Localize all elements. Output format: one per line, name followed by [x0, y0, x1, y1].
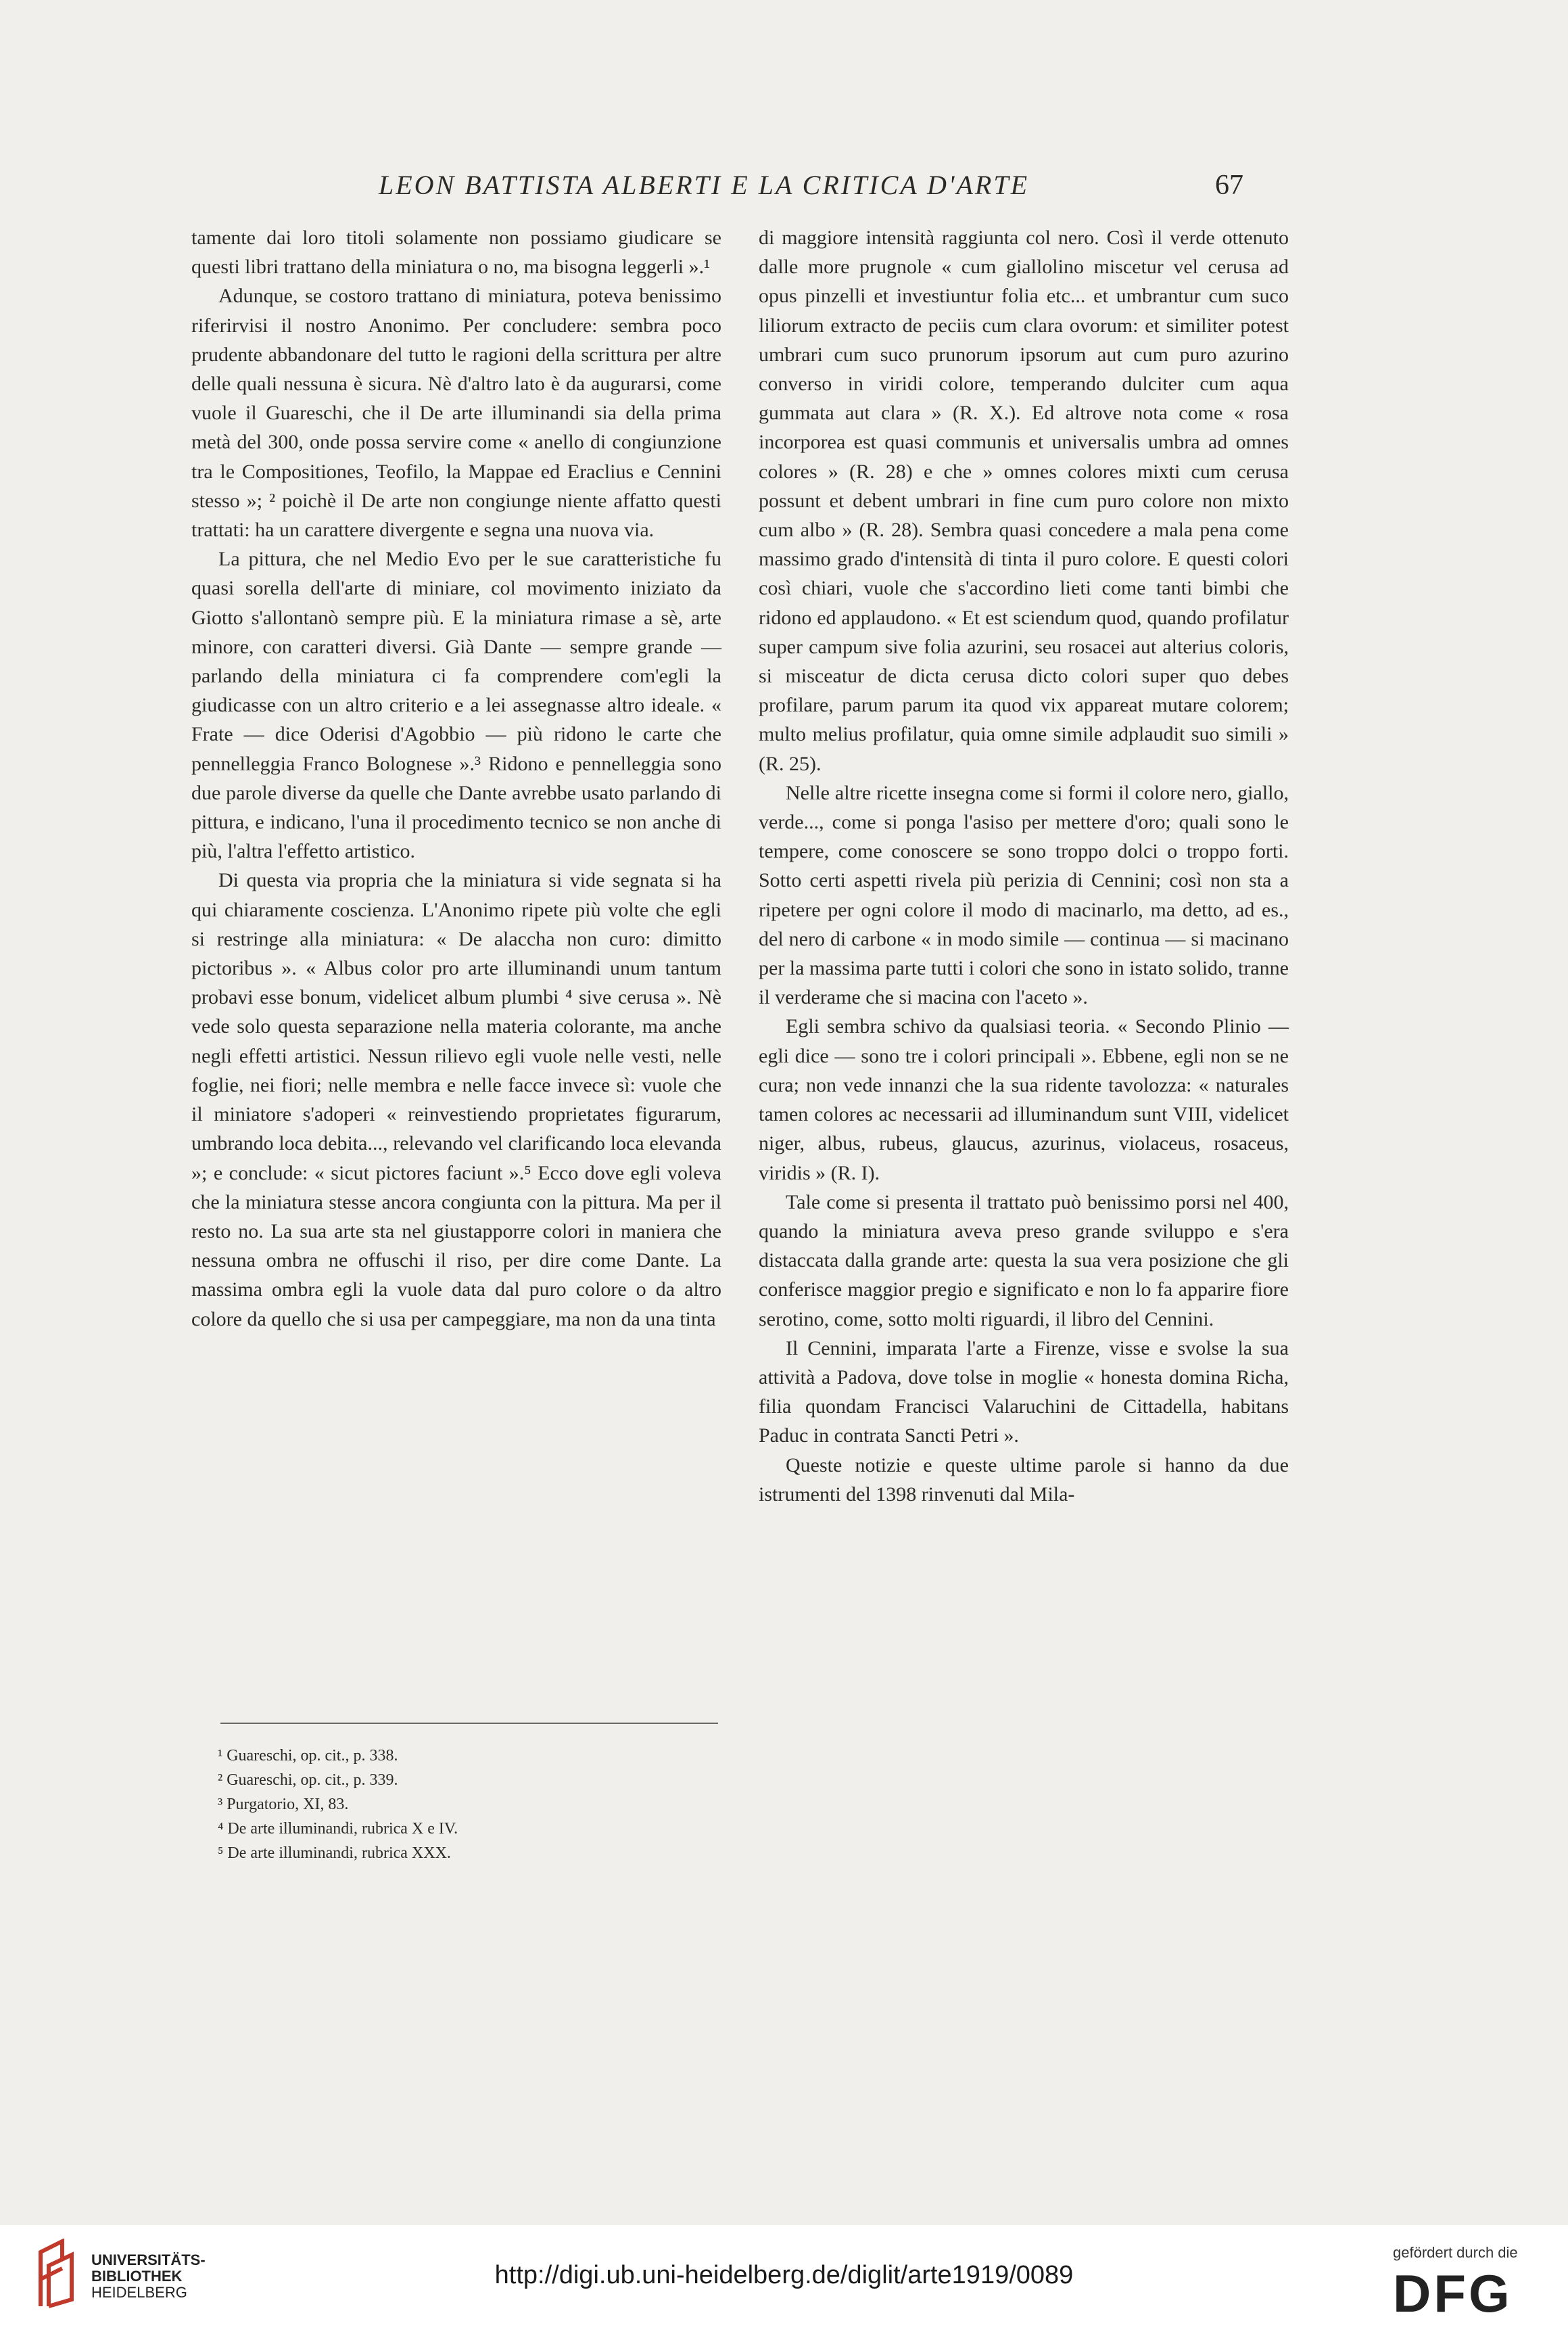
- page-number: 67: [1215, 170, 1243, 201]
- paragraph: Tale come si presenta il trattato può benissimo porsi nel 400, quando la miniatura aveva preso grande sviluppo e s'era distaccata dalla grande arte: questa la sua vera posizione che gli conferisce maggior pregio e significato e non lo fa apparire fiore serotino, come, sotto molti riguardi, il libro del Cennini.: [759, 1190, 1289, 1330]
- library-name: UNIVERSITÄTS- BIBLIOTHEK HEIDELBERG: [91, 2251, 206, 2301]
- paragraph: tamente dai loro titoli solamente non possiamo giudicare se questi libri trattano della miniatura o no, ma bisogna leggerli ».¹: [191, 227, 721, 279]
- running-title: LEON BATTISTA ALBERTI E LA CRITICA D'ARTE: [379, 170, 1030, 200]
- footnote: ⁵ De arte illuminandi, rubrica XXX.: [218, 1844, 451, 1862]
- paragraph: di maggiore intensità raggiunta col nero. Così il verde ottenuto dalle more prugnole « cum giallolino miscetur vel cerusa ad opus pinzelli et investiuntur folia etc... et umbrantur cum suco liliorum extracto de peciis cum clara ovorum: et similiter potest umbrari cum suco prunorum ipsorum aut cum puro azurino converso in viridi colore, temperando dulciter cum aqua gummata aut clara » (R. X.). Ed altrove nota come « rosa incorporea est quasi communis et universalis umbra ad omnes colores » (R. 28) e che » omnes colores mixti cum cerusa possunt et debent umbrari in fine cum puro colore non mixto cum albo » (R. 28). Sembra quasi concedere a mala pena come massimo grado d'intensità di tinta il puro colore. E questi colori così chiari, vuole che s'accordino lieti come tanti bimbi che ridono ed applaudono. « Et est sciendum quod, quando profilatur super campum sive folia azurini, seu rosacei aut alterius coloris, si misceatur de dicta cerusa dicto colori super quo debes profilare, parum parum ita quod vix appareat mutare colorem; multo melius profilatur, quia omne simile adplaudit suo simili » (R. 25).: [759, 227, 1289, 775]
- permalink-url[interactable]: http://digi.ub.uni-heidelberg.de/diglit/arte1919/0089: [494, 2261, 1074, 2289]
- funded-by-label: gefördert durch die: [1393, 2244, 1518, 2261]
- left-column: [191, 223, 721, 1334]
- footnotes: [218, 1744, 718, 1865]
- footnote: ² Guareschi, op. cit., p. 339.: [218, 1771, 398, 1789]
- paragraph: Nelle altre ricette insegna come si formi il colore nero, giallo, verde..., come si ponga l'asiso per mettere d'oro; quali sono le tempere, come conoscere se sono troppo dolci o troppo forti. Sotto certi aspetti rivela più perizia di Cennini; così non sta a ripetere per ogni colore il modo di macinarlo, ma detto, ad es., del nero di carbone « in modo simile — continua — si macinano per la massima parte tutti i colori che sono in istato solido, tranne il verderame che si macina con l'aceto ».: [759, 781, 1289, 1009]
- footnote: ¹ Guareschi, op. cit., p. 338.: [218, 1747, 398, 1765]
- paragraph: La pittura, che nel Medio Evo per le sue caratteristiche fu quasi sorella dell'arte di miniare, col movimento iniziato da Giotto s'allontanò sempre più. E la miniatura rimase a sè, arte minore, con caratteri diversi. Già Dante — sempre grande — parlando della miniatura ci fa comprendere com'egli la giudicasse con un altro criterio e a lei assegnasse altro ideale. « Frate — dice Oderisi d'Agobbio — più ridono le carte che pennelleggia Franco Bolognese ».³ Ridono e pennelleggia sono due parole diverse da quelle che Dante avrebbe usato parlando di pittura, e indicano, l'una il procedimento tecnico se non anche di più, l'altra l'effetto artistico.: [191, 548, 721, 863]
- right-column: [759, 223, 1289, 1509]
- dfg-logo: DFG: [1393, 2264, 1513, 2323]
- footnote: ³ Purgatorio, XI, 83.: [218, 1796, 349, 1813]
- footnote-divider: [220, 1723, 718, 1724]
- paragraph: Adunque, se costoro trattano di miniatura, poteva benissimo riferirvisi il nostro Anonimo. Per concludere: sembra poco prudente abbandonare del tutto le ragioni della scrittura per altre delle quali nessuna è sicura. Nè d'altro lato è da augurarsi, come vuole il Guareschi, che il De arte illuminandi sia della prima metà del 300, onde possa servire come « anello di congiunzione tra le Compositiones, Teofilo, la Mappae ed Eraclius e Cennini stesso »; ² poichè il De arte non congiunge niente affatto questi trattati: ha un carattere divergente e segna una nuova via.: [191, 285, 721, 542]
- paragraph: Queste notizie e queste ultime parole si hanno da due istrumenti del 1398 rinvenuti dal Mila-: [759, 1453, 1289, 1505]
- footnote: ⁴ De arte illuminandi, rubrica X e IV.: [218, 1820, 458, 1838]
- paragraph: Di questa via propria che la miniatura si vide segnata si ha qui chiaramente coscienza. L'Anonimo ripete più volte che egli si restringe alla miniatura: « De alaccha non curo: dimitto pictoribus ». « Albus color pro arte illuminandi unum tantum probavi esse bonum, videlicet album plumbi ⁴ sive cerusa ». Nè vede solo questa separazione nella materia colorante, ma anche negli effetti artistici. Nessun rilievo egli vuole nelle vesti, nelle foglie, nei fiori; nelle membra e nelle facce invece sì: vuole che il miniatore s'adoperi « reinvestiendo proprietates figurarum, umbrando loca debita..., relevando vel clarificando loca elevanda »; e conclude: « sicut pictores faciunt ».⁵ Ecco dove egli voleva che la miniatura stesse ancora congiunta con la pittura. Ma per il resto no. La sua arte sta nel giustapporre colori in maniera che nessuna ombra ne offuschi il riso, per dire come Dante. La massima ombra egli la vuole data dal puro colore o da altro colore da quello che si usa per campeggiare, ma non da una tinta: [191, 869, 721, 1330]
- paragraph: Egli sembra schivo da qualsiasi teoria. « Secondo Plinio — egli dice — sono tre i colori principali ». Ebbene, egli non se ne cura; non vede innanzi che la sua ridente tavolozza: « naturales tamen colores ac necessarii ad illuminandum sunt VIII, videlicet niger, albus, rubeus, glaucus, azurinus, violaceus, rosaceus, viridis » (R. I).: [759, 1015, 1289, 1184]
- paragraph: Il Cennini, imparata l'arte a Firenze, visse e svolse la sua attività a Padova, dove tolse in moglie « honesta domina Richa, filia quondam Francisci Valaruchini de Cittadella, habitans Paduc in contrata Sancti Petri ».: [759, 1336, 1289, 1447]
